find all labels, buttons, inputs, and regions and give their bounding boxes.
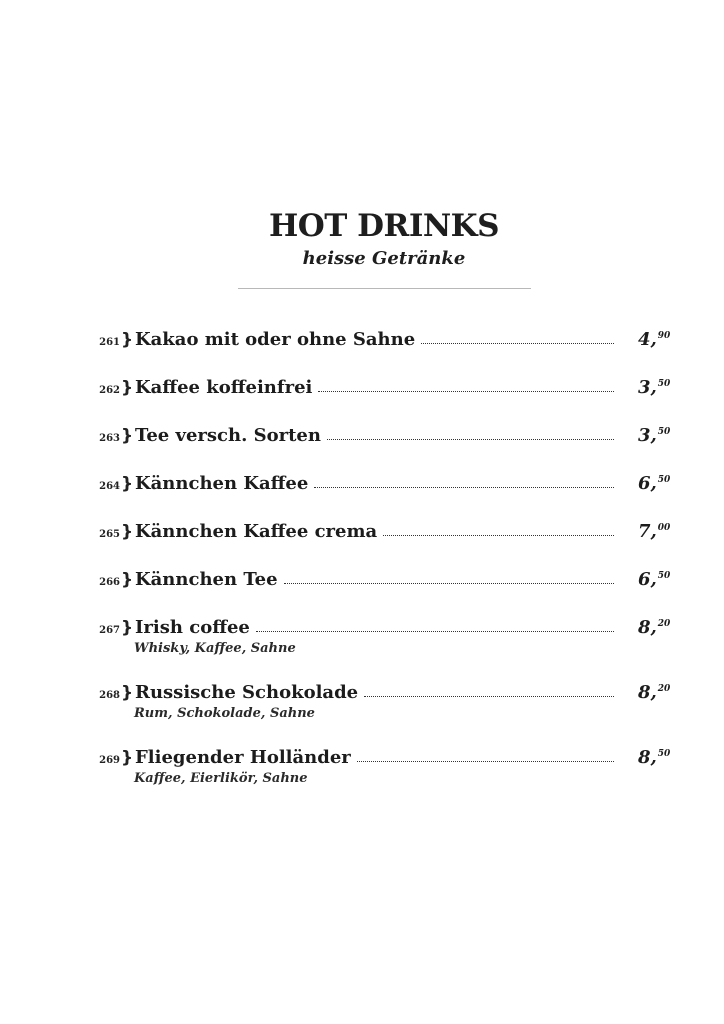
item-price	[638, 473, 671, 494]
item-price	[638, 377, 671, 398]
price-main: 3,	[638, 425, 657, 446]
item-name: Tee versch. Sorten	[135, 425, 321, 446]
item-name: Irish coffee	[135, 617, 250, 638]
item-number: 265	[99, 529, 120, 540]
item-number: 262	[99, 385, 120, 396]
page-title: HOT DRINKS	[269, 208, 499, 244]
dot-leader	[327, 439, 614, 440]
price-main: 8,	[638, 747, 657, 768]
item-name: Russische Schokolade	[135, 682, 359, 703]
price-main: 7,	[638, 521, 657, 542]
price-main: 8,	[638, 617, 657, 638]
title-divider	[238, 288, 531, 289]
price-main: 6,	[638, 473, 657, 494]
item-description: Whisky, Kaffee, Sahne	[134, 641, 296, 656]
price-cents: 50	[657, 749, 671, 759]
item-name: Kakao mit oder ohne Sahne	[135, 329, 416, 350]
item-brace: }	[121, 378, 134, 398]
item-price	[638, 682, 671, 703]
item-number: 261	[99, 337, 120, 348]
price-main: 4,	[638, 329, 657, 350]
item-brace: }	[121, 330, 134, 350]
item-number: 268	[99, 690, 120, 701]
menu-item-269	[96, 747, 671, 786]
item-number: 264	[99, 481, 120, 492]
menu-item-268	[96, 682, 671, 721]
item-price	[638, 329, 671, 350]
item-name: Fliegender Holländer	[135, 747, 351, 768]
dot-leader	[364, 696, 614, 697]
item-number: 269	[99, 755, 120, 766]
item-brace: }	[121, 522, 134, 542]
menu-header	[0, 206, 724, 271]
item-number: 263	[99, 433, 120, 444]
item-number: 266	[99, 577, 120, 588]
item-description: Rum, Schokolade, Sahne	[134, 706, 315, 721]
item-brace: }	[121, 426, 134, 446]
menu-item-264	[96, 473, 671, 501]
price-main: 8,	[638, 682, 657, 703]
dot-leader	[383, 535, 614, 536]
price-main: 6,	[638, 569, 657, 590]
item-brace: }	[121, 474, 134, 494]
dot-leader	[357, 761, 614, 762]
item-name: Kaffee koffeinfrei	[135, 377, 313, 398]
item-brace: }	[121, 570, 134, 590]
item-brace: }	[121, 683, 134, 703]
item-price	[638, 425, 671, 446]
dot-leader	[256, 631, 614, 632]
price-cents: 20	[657, 684, 671, 694]
menu-item-262	[96, 377, 671, 405]
price-cents: 50	[657, 475, 671, 485]
menu-item-265	[96, 521, 671, 549]
price-cents: 50	[657, 571, 671, 581]
item-price	[638, 521, 671, 542]
price-cents: 00	[657, 523, 671, 533]
price-cents: 50	[657, 427, 671, 437]
dot-leader	[421, 343, 614, 344]
item-price	[638, 569, 671, 590]
menu-item-266	[96, 569, 671, 597]
item-name: Kännchen Kaffee crema	[135, 521, 378, 542]
price-cents: 50	[657, 379, 671, 389]
price-cents: 20	[657, 619, 671, 629]
dot-leader	[284, 583, 614, 584]
item-name: Kännchen Kaffee	[135, 473, 309, 494]
menu-item-267	[96, 617, 671, 656]
dot-leader	[318, 391, 614, 392]
item-brace: }	[121, 748, 134, 768]
item-number: 267	[99, 625, 120, 636]
menu-item-261	[96, 329, 671, 357]
page-subtitle: heisse Getränke	[302, 248, 466, 269]
dot-leader	[314, 487, 614, 488]
menu-item-263	[96, 425, 671, 453]
item-brace: }	[121, 618, 134, 638]
item-price	[638, 747, 671, 768]
item-price	[638, 617, 671, 638]
price-cents: 90	[657, 331, 671, 341]
item-description: Kaffee, Eierlikör, Sahne	[134, 771, 308, 786]
item-name: Kännchen Tee	[135, 569, 278, 590]
price-main: 3,	[638, 377, 657, 398]
